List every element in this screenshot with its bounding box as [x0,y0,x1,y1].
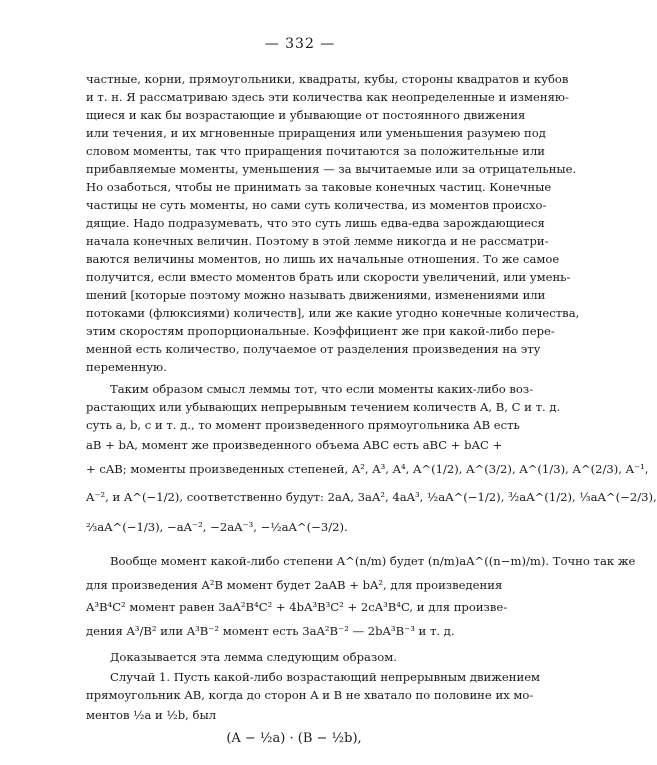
formula-display: (A − ½a) · (B − ½b), [226,731,362,746]
text-line: прибавляемые моменты, уменьшения — за вычитаемые или за отрицательные. [86,162,577,176]
formula-line: aB + bA, момент же произведенного объема ABC есть aBC + bAC + [86,438,503,452]
text-line: Но озаботься, чтобы не принимать за таковые конечных частиц. Конечные [86,180,552,194]
text-line: и т. н. Я рассматриваю здесь эти количества как неопределенные и изменяю- [86,90,569,104]
text-line: Случай 1. Пусть какой-либо возрастающий непрерывным движением [110,670,541,684]
text-line: частицы не суть моменты, но сами суть количества, из моментов происхо- [86,198,547,212]
text-line: менной есть количество, получаемое от разделения произведения на эту [86,342,541,356]
formula-line: A³B⁴C² момент равен 3aA²B⁴C² + 4bA³B³C² + 2cA³B⁴C, и для произве- [86,600,508,614]
formula-line: A⁻², и A^(−1/2), соответственно будут: 2aA, 3aA², 4aA³, ½aA^(−1/2), ³⁄₂aA^(1/2), ⅓aA^(−2/3), [86,490,657,504]
text-line: переменную. [86,360,167,374]
formula-line: ⅔aA^(−1/3), −aA⁻², −2aA⁻³, −½aA^(−3/2). [86,520,348,534]
page-number: — 332 — [264,36,336,52]
text-line: ментов ½a и ½b, был [86,708,217,722]
text-line: этим скоростям пропорциональные. Коэффициент же при какой-либо пере- [86,324,555,338]
text-line: Доказывается эта лемма следующим образом. [110,650,397,664]
formula-line: + cAB; моменты произведенных степеней, A², A³, A⁴, A^(1/2), A^(3/2), A^(1/3), A^(2/3), A⁻¹, [86,462,649,476]
text-line: щиеся и как бы возрастающие и убывающие от постоянного движения [86,108,526,122]
text-line: Таким образом смысл леммы тот, что если моменты каких-либо воз- [110,382,534,396]
text-line: словом моменты, так что приращения почитаются за положительные или [86,144,546,158]
text-line: частные, корни, прямоугольники, квадраты, кубы, стороны квадратов и кубов [86,72,569,86]
formula-line: Вообще момент какой-либо степени A^(n/m) будет (n/m)aA^((n−m)/m). Точно так же [110,554,636,568]
formula-line: дения A³/B² или A³B⁻² момент есть 3aA²B⁻² — 2bA³B⁻³ и т. д. [86,624,455,638]
text-line: прямоугольник AB, когда до сторон A и B не хватало по половине их мо- [86,688,534,702]
text-line: шений [которые поэтому можно называть движениями, изменениями или [86,288,546,302]
text-line: начала конечных величин. Поэтому в этой лемме никогда и не рассматри- [86,234,549,248]
text-line: потоками (флюксиями) количеств], или же какие угодно конечные количества, [86,306,580,320]
text-line: суть a, b, c и т. д., то момент произведенного прямоугольника AB есть [86,418,520,432]
text-line: для произведения A²B момент будет 2aAB + bA², для произведения [86,578,503,592]
text-line: ваются величины моментов, но лишь их начальные отношения. То же самое [86,252,560,266]
text-line: дящие. Надо подразумевать, что это суть лишь едва-едва зарождающиеся [86,216,545,230]
text-line: получится, если вместо моментов брать или скорости увеличений, или умень- [86,270,571,284]
text-line: растающих или убывающих непрерывным течением количеств A, B, C и т. д. [86,400,561,414]
text-line: или течения, и их мгновенные приращения или уменьшения разумею под [86,126,546,140]
